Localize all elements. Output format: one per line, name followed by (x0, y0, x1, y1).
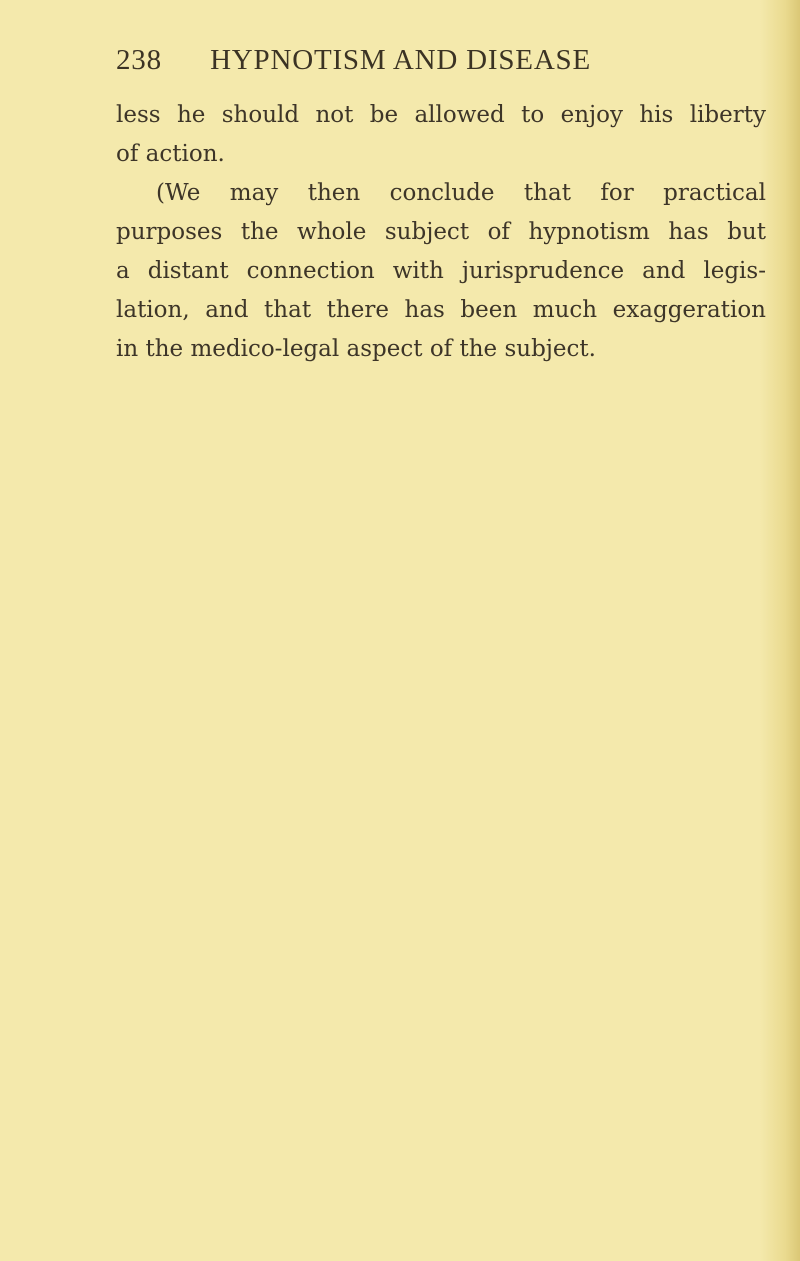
page-body-text (116, 96, 766, 369)
text-line: lation, and that there has been much exaggeration (116, 297, 766, 323)
running-head (116, 38, 766, 82)
text-line: purposes the whole subject of hypnotism has but (116, 219, 766, 245)
text-line: less he should not be allowed to enjoy his liberty (116, 102, 766, 128)
running-head-title: HYPNOTISM AND DISEASE (210, 44, 592, 76)
page-number: 238 (116, 44, 162, 76)
text-line: (We may then conclude that for practical (156, 180, 766, 206)
text-line: in the medico-legal aspect of the subject. (116, 336, 596, 362)
text-line: a distant connection with jurisprudence and legis- (116, 258, 766, 284)
text-line: of action. (116, 141, 225, 167)
